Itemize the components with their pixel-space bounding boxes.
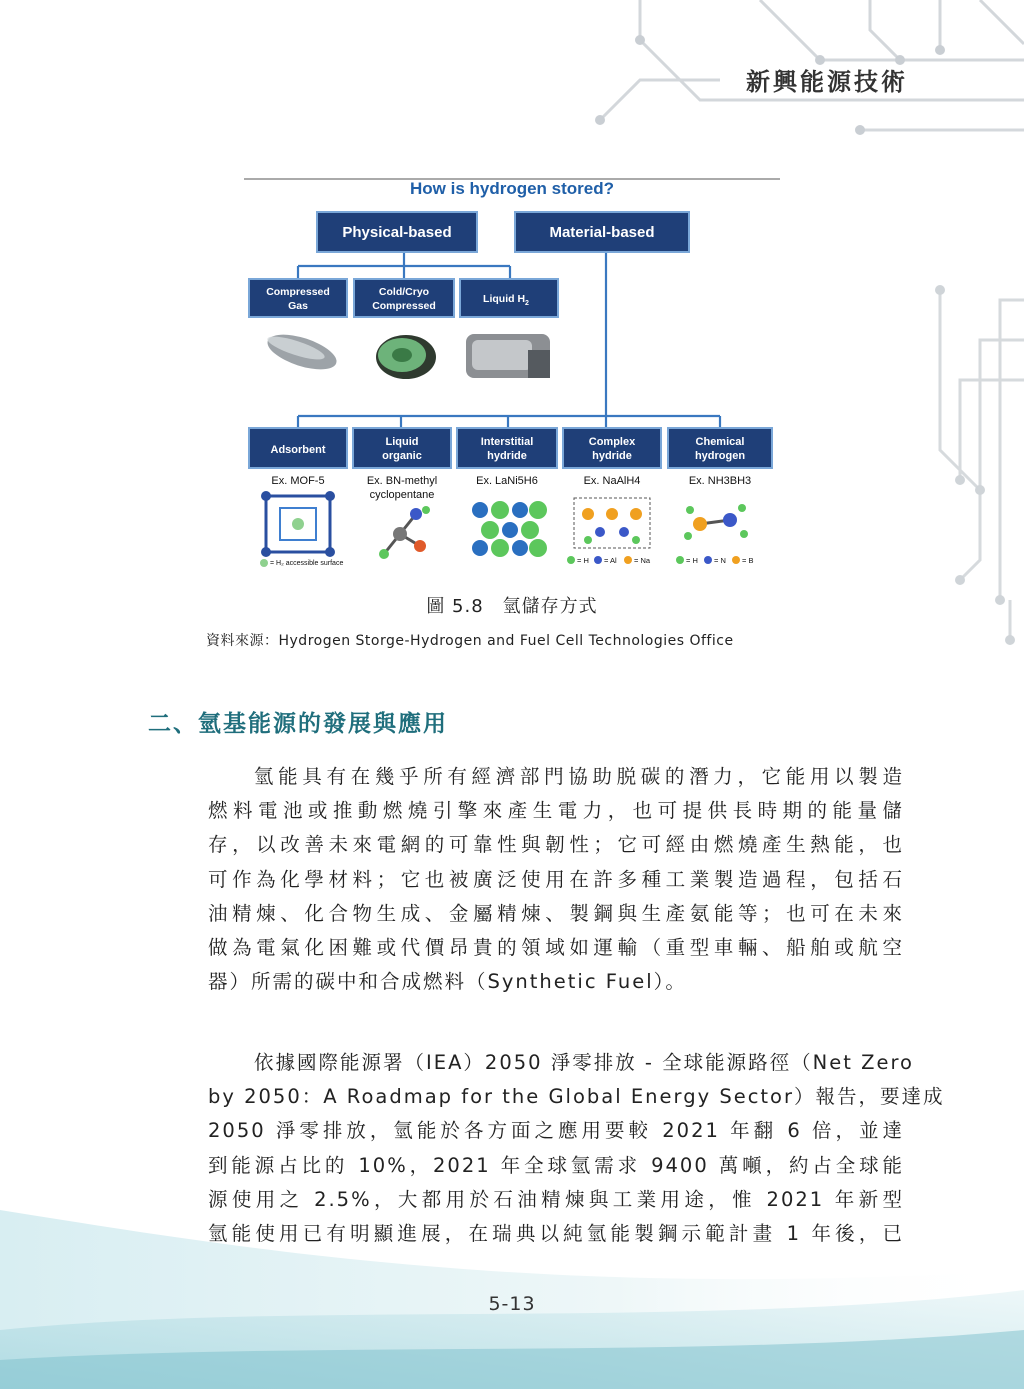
hydrogen-storage-figure [244,174,780,578]
chemical-legend-h: = H [686,556,698,565]
complex-hydride-box [563,428,661,468]
running-header-title: 新興能源技術 [746,68,908,96]
nh3bh3-molecule-image [684,504,748,540]
paragraph-line: 2050 淨零排放，氫能於各方面之應用要較 2021 年翻 6 倍，並達 [208,1119,904,1143]
naalh4-structure-image [574,498,650,548]
liquid-organic-label-2: organic [382,450,422,462]
compressed-gas-label-2: Gas [288,300,308,312]
interstitial-hydride-label-2: hydride [487,450,527,462]
paragraph-line: 依據國際能源署（IEA）2050 淨零排放 - 全球能源路徑（Net Zero [254,1051,914,1074]
figure-source: 資料來源：Hydrogen Storge-Hydrogen and Fuel Cell Technologies Office [206,633,734,649]
paragraph-line: by 2050：A Roadmap for the Global Energy Sector）報告，要達成 [208,1085,945,1109]
complex-legend-na: = Na [634,556,651,565]
liquid-h2-label: Liquid $H_2$ [483,293,529,307]
adsorbent-label: Adsorbent [270,444,326,456]
cold-cryo-label-2: Compressed [372,300,436,312]
circuit-right-decoration [940,290,1024,640]
bn-methyl-molecule-image [379,506,430,559]
complex-legend-al: = Al [604,556,617,565]
chemical-hydrogen-box [668,428,772,468]
liquid-organic-example-1: Ex. BN-methyl [366,475,438,487]
adsorbent-example: Ex. MOF-5 [271,475,325,487]
liquid-organic-label-1: Liquid [385,436,419,448]
paragraph-line: 氫能具有在幾乎所有經濟部門協助脱碳的潛力，它能用以製造 [254,765,904,788]
complex-hydride-label-1: Complex [588,436,636,448]
liquid-organic-example-2: cyclopentane [369,489,435,501]
paragraph-line: 可作為化學材料；它也被廣泛使用在許多種工業製造過程，包括石 [208,867,904,891]
chemical-hydrogen-label-2: hydrogen [694,450,746,462]
compressed-gas-tank-image [263,328,340,377]
cold-cryo-label-1: Cold/Cryo [378,286,430,298]
page-number: 5-13 [488,1293,536,1315]
chemical-legend-n: = N [714,556,726,565]
chemical-legend-b: = B [742,556,754,565]
paragraph-line: 氫能使用已有明顯進展，在瑞典以純氫能製鋼示範計畫 1 年後，已 [208,1222,904,1246]
liquid-organic-box [353,428,451,468]
adsorbent-legend: = H₂ accessible surface [270,560,344,567]
paragraph-line: 器）所需的碳中和合成燃料（Synthetic Fuel）。 [208,970,687,994]
figure-caption: 圖 5.8 氫儲存方式 [426,596,598,617]
chemical-hydrogen-label-1: Chemical [695,436,745,448]
paragraph-line: 存，以改善未來電網的可靠性與韌性；它可經由燃燒產生熱能，也 [208,833,904,857]
paragraph-line: 源使用之 2.5%，大都用於石油精煉與工業用途，惟 2021 年新型 [208,1187,904,1211]
complex-hydride-example: Ex. NaAlH4 [583,475,641,487]
interstitial-hydride-box [457,428,557,468]
physical-based-label: Physical-based [342,224,452,241]
paragraph-line: 到能源占比的 10%，2021 年全球氫需求 9400 萬噸，約占全球能 [208,1153,904,1177]
compressed-gas-label-1: Compressed [266,286,330,298]
chemical-hydrogen-example: Ex. NH3BH3 [688,475,752,487]
material-based-label: Material-based [549,224,655,241]
interstitial-hydride-example: Ex. LaNi5H6 [476,475,538,487]
complex-legend-h: = H [577,556,589,565]
mof5-structure-image [261,491,335,557]
liquid-h2-tank-image [466,334,550,378]
diagram-title: How is hydrogen stored? [409,179,615,198]
lani5h6-structure-image [472,501,547,557]
paragraph-2 [208,1046,945,1251]
interstitial-hydride-label-1: Interstitial [480,436,534,448]
paragraph-line: 做為電氣化困難或代價昂貴的領域如運輸（重型車輛、船舶或航空 [208,936,904,960]
paragraph-line: 油精煉、化合物生成、金屬精煉、製鋼與生產氨能等；也可在未來 [208,901,904,925]
section-heading: 二、氫基能源的發展與應用 [148,711,448,737]
cryo-tank-image [376,335,436,379]
hydrogen-storage-diagram [244,174,780,578]
paragraph-1 [208,760,904,999]
complex-hydride-label-2: hydride [592,450,632,462]
paragraph-line: 燃料電池或推動燃燒引擎來產生電力，也可提供長時期的能量儲 [208,799,904,823]
